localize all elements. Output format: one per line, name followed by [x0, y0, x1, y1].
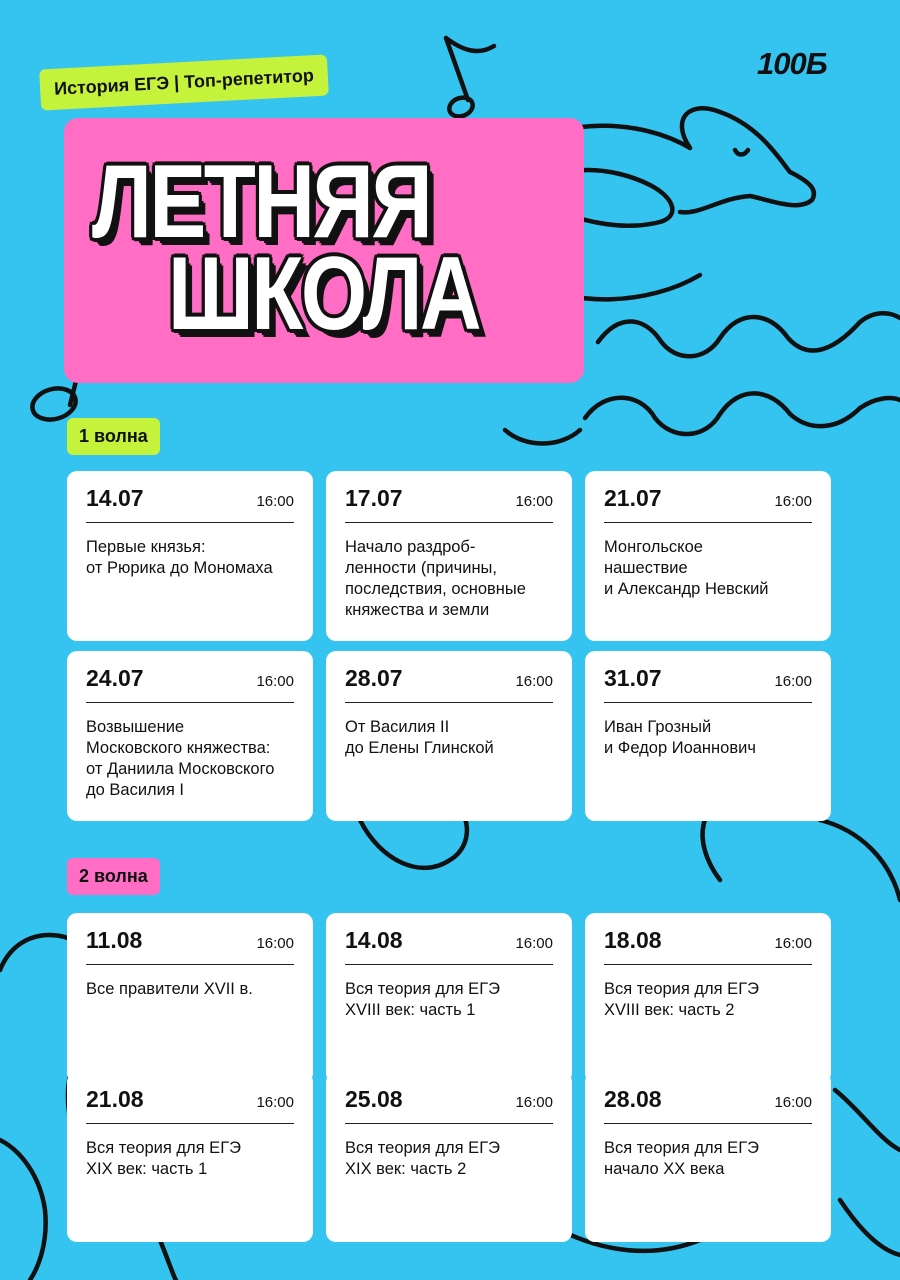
lesson-card-header — [604, 927, 812, 965]
lesson-card-header — [604, 1086, 812, 1124]
lesson-card — [326, 913, 572, 1083]
lesson-card-header — [345, 665, 553, 703]
lesson-topic: Вся теория для ЕГЭ XIX век: часть 2 — [345, 1139, 500, 1178]
lesson-card-header — [345, 485, 553, 523]
lesson-card — [67, 651, 313, 821]
page-title-line-2: ШКОЛА — [168, 236, 480, 352]
lesson-card — [326, 1072, 572, 1242]
lesson-topic: Возвышение Московского княжества: от Даниила Московского до Василия I — [86, 718, 275, 799]
lesson-time: 16:00 — [256, 1094, 294, 1111]
lesson-card-header — [604, 485, 812, 523]
lesson-date: 14.07 — [86, 485, 144, 511]
lesson-time: 16:00 — [774, 1094, 812, 1111]
lesson-card — [67, 471, 313, 641]
lesson-card-header — [604, 665, 812, 703]
lesson-card-header — [345, 1086, 553, 1124]
lesson-card — [67, 913, 313, 1083]
lesson-date: 21.08 — [86, 1086, 144, 1112]
lesson-topic: Вся теория для ЕГЭ XIX век: часть 1 — [86, 1139, 241, 1178]
subtitle-tag: История ЕГЭ | Топ-репетитор — [39, 54, 329, 110]
lesson-time: 16:00 — [774, 493, 812, 510]
lesson-card — [67, 1072, 313, 1242]
lesson-card-header — [86, 1086, 294, 1124]
lesson-date: 21.07 — [604, 485, 662, 511]
lesson-date: 14.08 — [345, 927, 403, 953]
lesson-time: 16:00 — [515, 1094, 553, 1111]
lesson-card — [585, 913, 831, 1083]
lesson-time: 16:00 — [515, 493, 553, 510]
lesson-card-header — [86, 665, 294, 703]
lesson-card — [585, 471, 831, 641]
wave-1-label: 1 волна — [67, 418, 160, 455]
lesson-topic: Вся теория для ЕГЭ XVIII век: часть 1 — [345, 980, 500, 1019]
lesson-topic: Иван Грозный и Федор Иоаннович — [604, 718, 756, 757]
lesson-topic: Все правители XVII в. — [86, 980, 253, 998]
lesson-date: 28.08 — [604, 1086, 662, 1112]
lesson-date: 17.07 — [345, 485, 403, 511]
music-note-icon — [446, 38, 494, 120]
lesson-card-header — [345, 927, 553, 965]
lesson-time: 16:00 — [256, 673, 294, 690]
lesson-time: 16:00 — [774, 935, 812, 952]
lesson-time: 16:00 — [515, 673, 553, 690]
lesson-card — [326, 651, 572, 821]
lesson-topic: Вся теория для ЕГЭ начало XX века — [604, 1139, 759, 1178]
lesson-card — [326, 471, 572, 641]
lesson-card-header — [86, 927, 294, 965]
lesson-time: 16:00 — [774, 673, 812, 690]
lesson-card-header — [86, 485, 294, 523]
lesson-date: 28.07 — [345, 665, 403, 691]
page-title-line-1: ЛЕТНЯЯ — [92, 144, 431, 260]
lesson-topic: От Василия II до Елены Глинской — [345, 718, 494, 757]
lesson-topic: Монгольское нашествие и Александр Невский — [604, 538, 769, 598]
brand-logo: 100Б — [757, 46, 827, 81]
lesson-time: 16:00 — [256, 493, 294, 510]
lesson-card — [585, 651, 831, 821]
wave-2-label: 2 волна — [67, 858, 160, 895]
lesson-date: 18.08 — [604, 927, 662, 953]
lesson-date: 31.07 — [604, 665, 662, 691]
lesson-date: 11.08 — [86, 927, 143, 953]
lesson-topic: Первые князья: от Рюрика до Мономаха — [86, 538, 273, 577]
lesson-card — [585, 1072, 831, 1242]
lesson-date: 25.08 — [345, 1086, 403, 1112]
lesson-date: 24.07 — [86, 665, 144, 691]
lesson-topic: Начало раздроб- ленности (причины, последствия, основные княжества и земли — [345, 538, 526, 619]
lesson-time: 16:00 — [256, 935, 294, 952]
lesson-time: 16:00 — [515, 935, 553, 952]
lesson-topic: Вся теория для ЕГЭ XVIII век: часть 2 — [604, 980, 759, 1019]
